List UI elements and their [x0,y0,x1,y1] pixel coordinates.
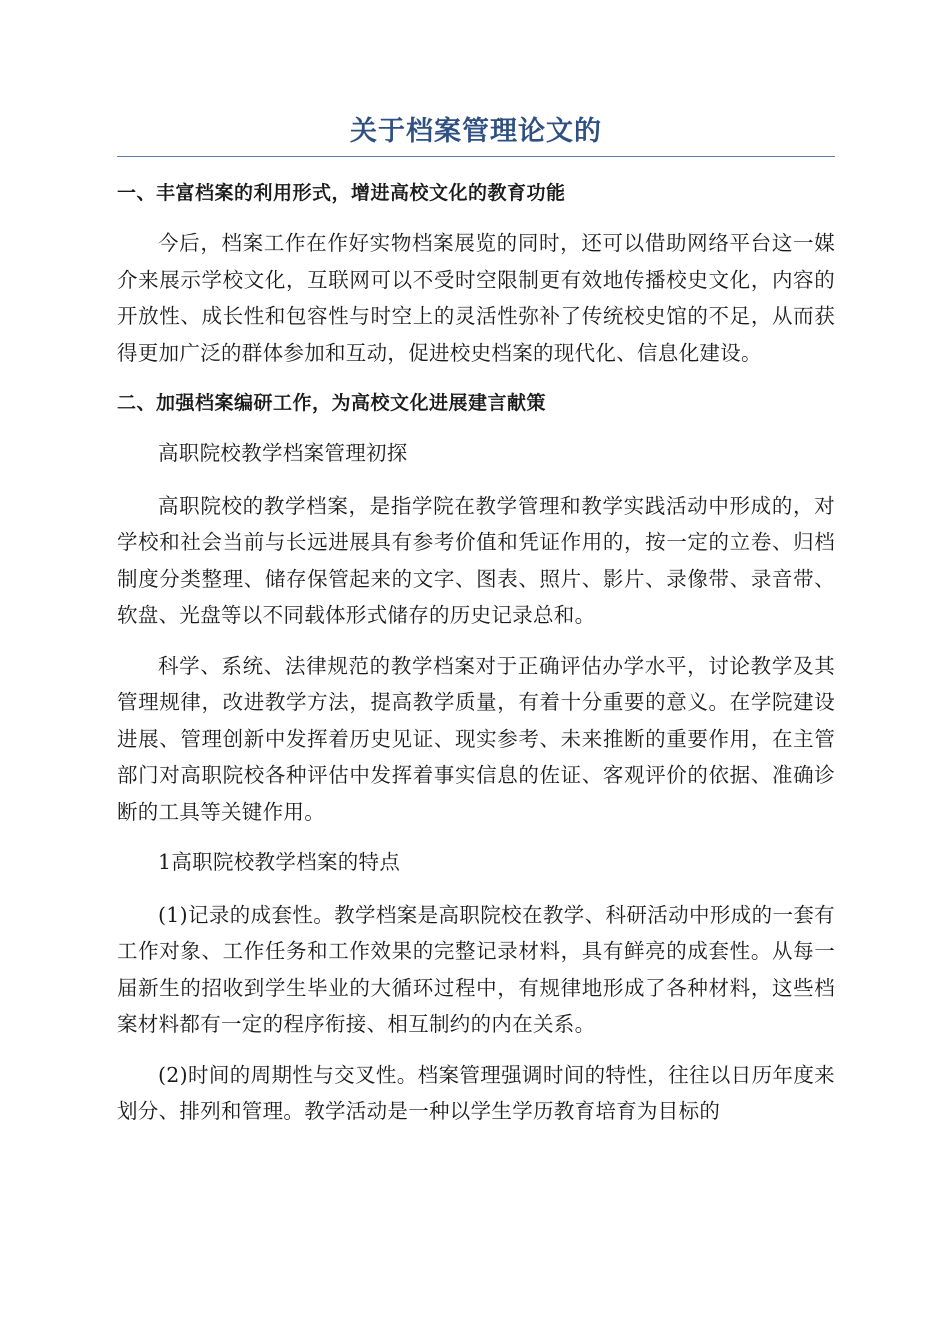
section-heading-1: 一、丰富档案的利用形式，增进高校文化的教育功能 [117,182,566,204]
paragraph: (2)时间的周期性与交叉性。档案管理强调时间的特性，往往以日历年度来划分、排列和管理。教学活动是一种以学生学历教育培育为目标的 [117,1062,835,1123]
title-underline [117,156,835,157]
section-heading-2: 二、加强档案编研工作，为高校文化进展建言献策 [117,392,547,414]
paragraph: 高职院校的教学档案，是指学院在教学管理和教学实践活动中形成的，对学校和社会当前与长远进展具有参考价值和凭证作用的，按一定的立卷、归档制度分类整理、储存保管起来的文字、图表、照片、影片、录像带、录音带、软盘、光盘等以不同载体形式储存的历史记录总和。 [117,493,835,627]
subtitle-paragraph: 高职院校教学档案管理初探 [158,441,408,465]
document-title: 关于档案管理论文的 [350,116,602,147]
subsection-title: 1高职院校教学档案的特点 [158,850,401,874]
paragraph: (1)记录的成套性。教学档案是高职院校在教学、科研活动中形成的一套有工作对象、工作任务和工作效果的完整记录材料，具有鲜亮的成套性。从每一届新生的招收到学生毕业的大循环过程中，有规律地形成了各种材料，这些档案材料都有一定的程序衔接、相互制约的内在关系。 [117,902,835,1036]
paragraph: 今后，档案工作在作好实物档案展览的同时，还可以借助网络平台这一媒介来展示学校文化，互联网可以不受时空限制更有效地传播校史文化，内容的开放性、成长性和包容性与时空上的灵活性弥补了传统校史馆的不足，从而获得更加广泛的群体参加和互动，促进校史档案的现代化、信息化建设。 [117,231,835,365]
document-page [117,112,835,1144]
paragraph: 科学、系统、法律规范的教学档案对于正确评估办学水平，讨论教学及其管理规律，改进教学方法，提高教学质量，有着十分重要的意义。在学院建设进展、管理创新中发挥着历史见证、现实参考、未来推断的重要作用，在主管部门对高职院校各种评估中发挥着事实信息的佐证、客观评价的依据、准确诊断的工具等关键作用。 [117,653,835,824]
